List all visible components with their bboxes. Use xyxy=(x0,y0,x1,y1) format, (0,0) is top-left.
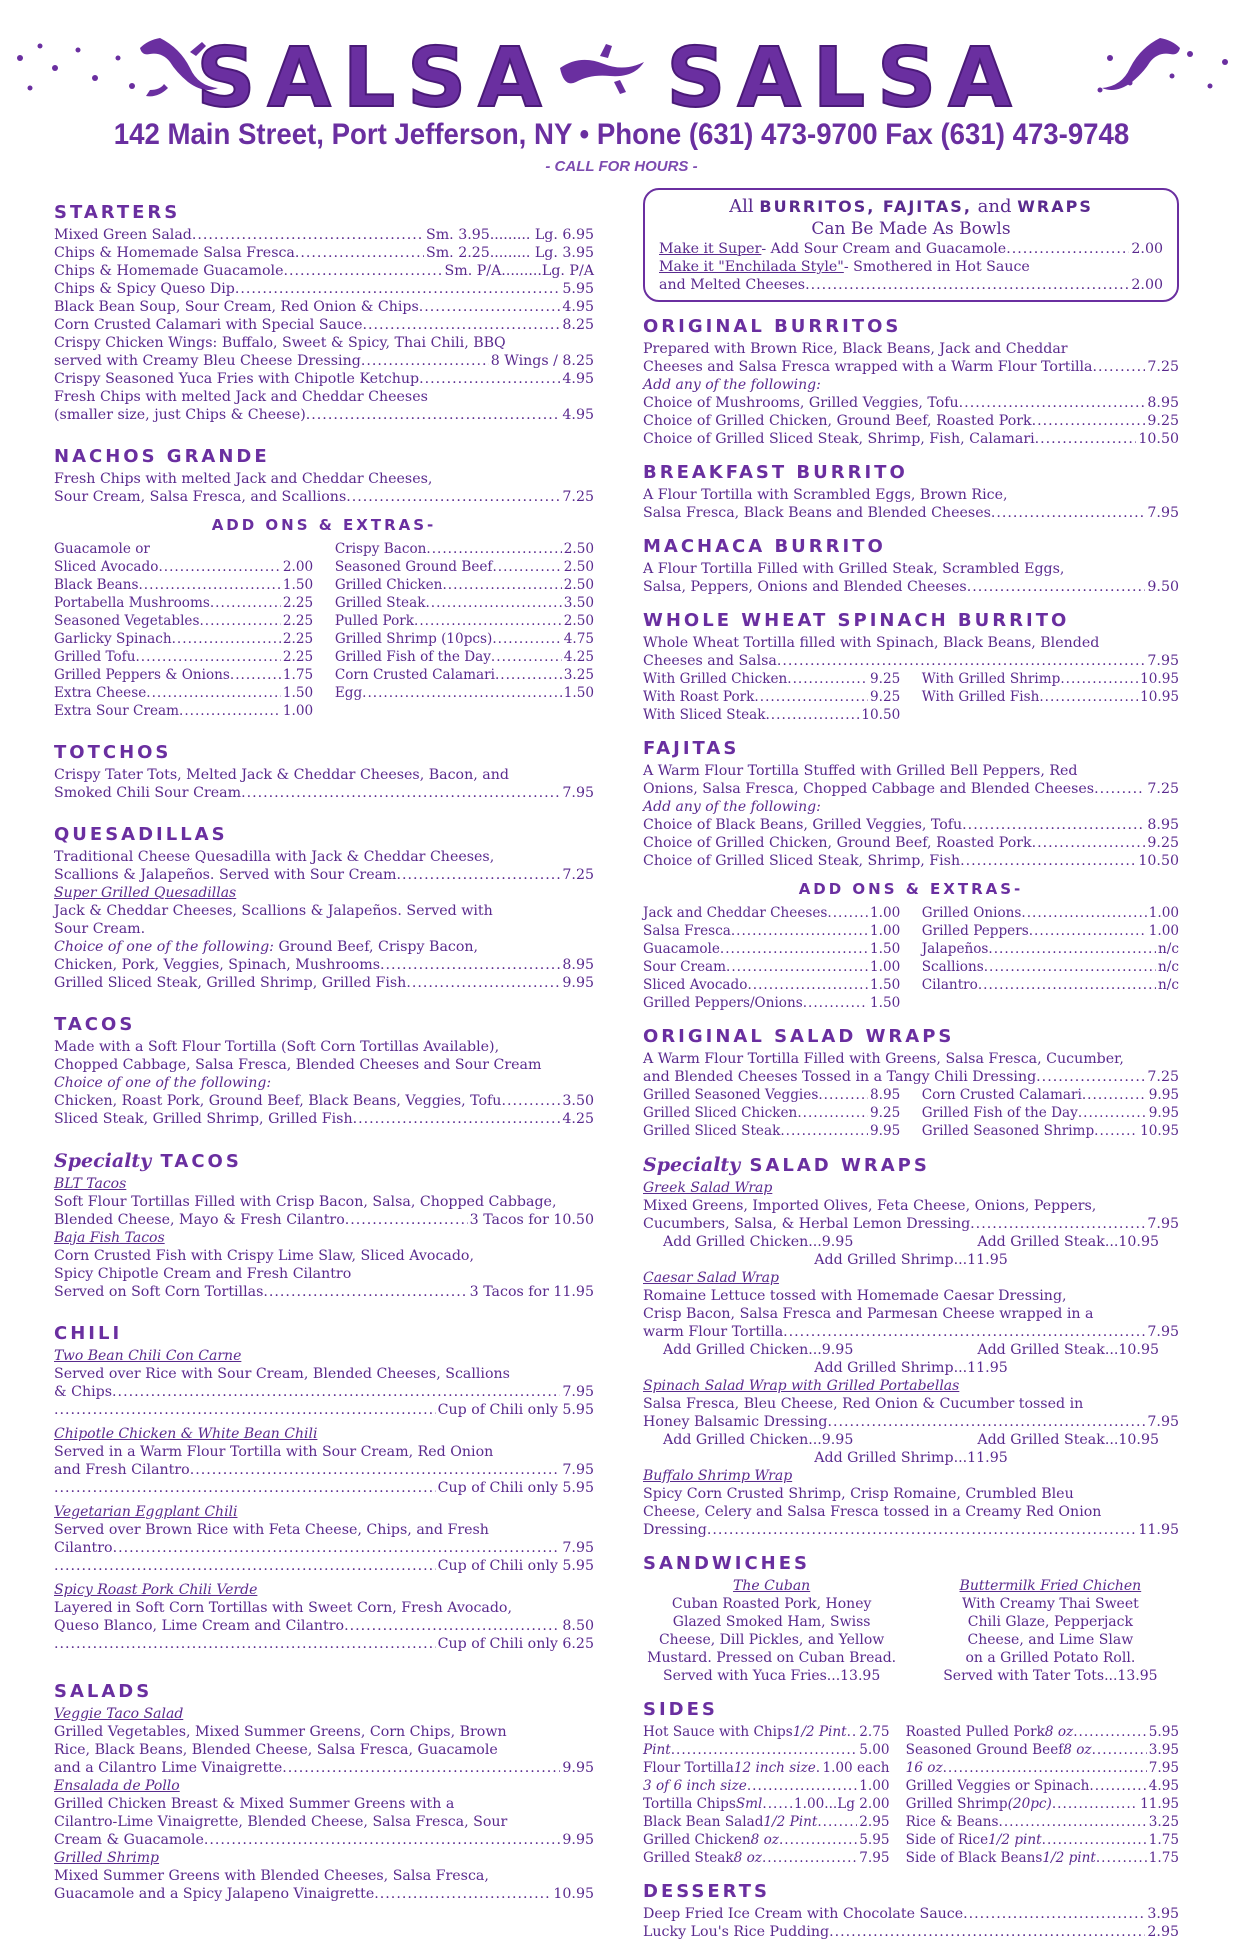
menu-item: Salsa, Peppers, Onions and Blended Cheeses ..... 9.50 xyxy=(643,578,1179,596)
desserts-list xyxy=(643,1905,1179,1941)
section-title: STARTERS xyxy=(54,202,181,223)
bowls-box xyxy=(643,188,1179,302)
description: A Flour Tortilla with Scrambled Eggs, Brown Rice, xyxy=(643,487,1008,503)
addons-right xyxy=(922,1086,1179,1140)
section-totchos xyxy=(54,742,594,802)
add-protein: Add Grilled Chicken...9.95 Add Grilled Steak...10.95 xyxy=(663,1432,1159,1448)
menu-item: Garlicky Spinach ..... 2.25 xyxy=(54,630,313,648)
sandwich-grid xyxy=(643,1577,1179,1685)
menu-item: and Fresh Cilantro ..... 7.95 xyxy=(54,1461,594,1479)
menu-item: Chips & Spicy Queso Dip ..... 5.95 xyxy=(54,280,594,298)
description: Made with a Soft Flour Tortilla (Soft Corn Tortillas Available), xyxy=(54,1039,500,1055)
menu-item: Grilled Seasoned Shrimp ..... 10.95 xyxy=(922,1122,1179,1140)
description: Mixed Summer Greens with Blended Cheeses, Salsa Fresca, xyxy=(54,1868,489,1884)
menu-item: Fresh Chips with melted Jack and Cheddar Cheeses xyxy=(54,389,428,405)
menu-item: With Roast Pork ..... 9.25 xyxy=(643,688,900,706)
section-title: TOTCHOS xyxy=(54,742,172,763)
description: Soft Flour Tortillas Filled with Crisp Bacon, Salsa, Chopped Cabbage, xyxy=(54,1194,557,1210)
section-title: SIDES xyxy=(643,1699,718,1720)
menu-item: Chicken, Roast Pork, Ground Beef, Black Beans, Veggies, Tofu ..... 3.50 xyxy=(54,1092,594,1110)
description: Crispy Tater Tots, Melted Jack & Cheddar Cheeses, Bacon, and xyxy=(54,767,509,783)
addons-left xyxy=(54,540,313,720)
menu-item: Portabella Mushrooms ..... 2.25 xyxy=(54,594,313,612)
menu-item: Cheeses and Salsa ..... 7.95 xyxy=(643,652,1179,670)
choice-line: Choice of one of the following: xyxy=(54,1075,272,1091)
starters-list xyxy=(54,226,594,424)
item-subtitle: BLT Tacos xyxy=(54,1176,127,1192)
menu-item: Sour Cream ..... 1.00 xyxy=(643,958,900,976)
menu-item: Grilled Seasoned Veggies ..... 8.95 xyxy=(643,1086,900,1104)
menu-item: Choice of Mushrooms, Grilled Veggies, Tofu ..... 8.95 xyxy=(643,394,1179,412)
chili-list xyxy=(54,1347,594,1659)
fajita-options xyxy=(643,816,1179,870)
addons-left xyxy=(643,1086,900,1140)
description: Grilled Chicken Breast & Mixed Summer Greens with a xyxy=(54,1796,455,1812)
menu-item: Pulled Pork ..... 2.50 xyxy=(335,612,594,630)
description: Cilantro-Lime Vinaigrette, Blended Cheese, Salsa Fresca, Sour xyxy=(54,1814,508,1830)
menu-item: Grilled Peppers/Onions ..... 1.50 xyxy=(643,994,900,1012)
menu-item: Grilled Steak ..... 3.50 xyxy=(335,594,594,612)
description: Make it "Enchilada Style"- Smothered in Hot Sauce xyxy=(659,259,1030,275)
description: Spicy Corn Crusted Shrimp, Crisp Romaine, Crumbled Bleu xyxy=(643,1486,1074,1502)
bowls-heading: All BURRITOS, FAJITAS, and WRAPS xyxy=(729,196,1093,217)
addons-title: ADD ONS & EXTRAS- xyxy=(798,880,1024,898)
menu-item: Cucumbers, Salsa, & Herbal Lemon Dressing ..... 7.95 xyxy=(643,1215,1179,1233)
menu-item: warm Flour Tortilla ..... 7.95 xyxy=(643,1323,1179,1341)
address-line: 142 Main Street, Port Jefferson, NY • Phone (631) 473-9700 Fax (631) 473-9748 xyxy=(113,118,1130,151)
menu-item: Sour Cream, Salsa Fresca, and Scallions ..... 7.25 xyxy=(54,488,594,506)
section-quesadillas xyxy=(54,824,594,992)
menu-item: Salsa Fresca ..... 1.00 xyxy=(643,922,900,940)
description: Grilled Vegetables, Mixed Summer Greens, Corn Chips, Brown xyxy=(54,1724,507,1740)
section-title: SALADS xyxy=(54,1681,153,1702)
menu-item: Sliced Avocado ..... 2.00 xyxy=(54,558,313,576)
menu-item: 3 of 6 inch size ..... 1.00 xyxy=(643,1777,890,1795)
menu-item: Hot Sauce with Chips 1/2 Pint ..... 2.75 xyxy=(643,1723,890,1741)
menu-item: Make it Super- Add Sour Cream and Guacamole ..... 2.00 xyxy=(659,240,1163,258)
menu-item: Grilled Peppers & Onions ..... 1.75 xyxy=(54,666,313,684)
menu-item: Crispy Seasoned Yuca Fries with Chipotle Ketchup ..... 4.95 xyxy=(54,370,594,388)
menu-item: Side of Black Beans 1/2 pint ..... 1.75 xyxy=(906,1849,1179,1867)
menu-item: Grilled Shrimp (20pc) ..... 11.95 xyxy=(906,1795,1179,1813)
menu-item: Choice of Grilled Chicken, Ground Beef, Roasted Pork ..... 9.25 xyxy=(643,834,1179,852)
menu-item: Choice of Grilled Chicken, Ground Beef, Roasted Pork ..... 9.25 xyxy=(643,412,1179,430)
section-title: DESSERTS xyxy=(643,1881,770,1902)
item-subtitle: Veggie Taco Salad xyxy=(54,1706,184,1722)
addons-grid xyxy=(54,540,594,720)
menu-item: Side of Rice 1/2 pint ..... 1.75 xyxy=(906,1831,1179,1849)
menu-item: Chips & Homemade Salsa Fresca ..... Sm. 2.25......... Lg. 3.95 xyxy=(54,244,594,262)
addons-title: ADD ONS & EXTRAS- xyxy=(211,516,437,534)
menu-item: Mixed Green Salad ..... Sm. 3.95......... Lg. 6.95 xyxy=(54,226,594,244)
menu-item: With Grilled Shrimp ..... 10.95 xyxy=(922,670,1179,688)
left-column xyxy=(54,188,594,1903)
section-breakfast-burrito xyxy=(643,462,1179,522)
salads-list xyxy=(54,1705,594,1903)
section-title: ORIGINAL BURRITOS xyxy=(643,316,902,337)
item-subtitle: Ensalada de Pollo xyxy=(54,1778,180,1794)
sides-right xyxy=(906,1723,1179,1867)
menu-item: Scallions ..... n/c xyxy=(922,958,1179,976)
menu-item: Grilled Sliced Steak, Grilled Shrimp, Grilled Fish ..... 9.95 xyxy=(54,974,594,992)
add-protein: Add Grilled Chicken...9.95 Add Grilled Steak...10.95 xyxy=(663,1342,1159,1358)
menu-item: Roasted Pulled Pork 8 oz ..... 5.95 xyxy=(906,1723,1179,1741)
menu-item: Grilled Fish of the Day ..... 9.95 xyxy=(922,1104,1179,1122)
section-starters xyxy=(54,202,594,424)
menu-item: Choice of Grilled Sliced Steak, Shrimp, Fish ..... 10.50 xyxy=(643,852,1179,870)
sandwich-fried-chicken: Buttermilk Fried Chichen With Creamy Thai Sweet Chili Glaze, Pepperjack Cheese, and Lime Slaw on a Grilled Potato Roll. Served with Tater Tots...13.95 xyxy=(943,1578,1158,1684)
item-subtitle: Two Bean Chili Con Carne xyxy=(54,1348,242,1364)
description: Served over Brown Rice with Feta Cheese, Chips, and Fresh xyxy=(54,1522,489,1538)
addons-grid xyxy=(643,670,1179,724)
section-title: WHOLE WHEAT SPINACH BURRITO xyxy=(643,610,1070,631)
choice-line: Add any of the following: xyxy=(643,377,821,393)
choice-line: Choice of one of the following: Ground Beef, Crispy Bacon, xyxy=(54,939,479,955)
item-subtitle: Grilled Shrimp xyxy=(54,1850,160,1866)
menu-item: Guacamole ..... 1.50 xyxy=(643,940,900,958)
menu-item: Guacamole or xyxy=(54,541,150,557)
description: Salsa Fresca, Bleu Cheese, Red Onion & Cucumber tossed in xyxy=(643,1396,1084,1412)
menu-item: Lucky Lou's Rice Pudding ..... 2.95 xyxy=(643,1923,1179,1941)
description: Jack & Cheddar Cheeses, Scallions & Jalapeños. Served with xyxy=(54,903,493,919)
menu-item: Corn Crusted Calamari with Special Sauce ..... 8.25 xyxy=(54,316,594,334)
menu-item: Tortilla Chips Sml ..... 1.00...Lg 2.00 xyxy=(643,1795,890,1813)
section-title: NACHOS GRANDE xyxy=(54,446,270,467)
menu-item: Sliced Steak, Grilled Shrimp, Grilled Fish ..... 4.25 xyxy=(54,1110,594,1128)
section-title: TACOS xyxy=(54,1014,136,1035)
menu-item: Jalapeños ..... n/c xyxy=(922,940,1179,958)
description: Chopped Cabbage, Salsa Fresca, Blended Cheeses and Sour Cream xyxy=(54,1057,542,1073)
menu-item: served with Creamy Bleu Cheese Dressing ..... 8 Wings / 8.25 xyxy=(54,352,594,370)
section-title: ORIGINAL SALAD WRAPS xyxy=(643,1026,955,1047)
cup-price: ..... Cup of Chili only 5.95 xyxy=(54,1479,594,1497)
item-subtitle: Vegetarian Eggplant Chili xyxy=(54,1504,238,1520)
menu-item: Flour Tortilla 12 inch size ..... 1.00 each xyxy=(643,1759,890,1777)
logo-word-left: SALSA xyxy=(196,31,554,118)
cup-price: ..... Cup of Chili only 5.95 xyxy=(54,1401,594,1419)
description: A Warm Flour Tortilla Filled with Greens, Salsa Fresca, Cucumber, xyxy=(643,1051,1124,1067)
menu-item: Seasoned Vegetables ..... 2.25 xyxy=(54,612,313,630)
add-protein: Add Grilled Chicken...9.95 Add Grilled Steak...10.95 xyxy=(663,1234,1159,1250)
item-subtitle: Spicy Roast Pork Chili Verde xyxy=(54,1582,258,1598)
item-subtitle: Spinach Salad Wrap with Grilled Portabellas xyxy=(643,1378,960,1394)
menu-item: Queso Blanco, Lime Cream and Cilantro ..... 8.50 xyxy=(54,1617,594,1635)
menu-item: Cilantro ..... 7.95 xyxy=(54,1539,594,1557)
item-subtitle: Buffalo Shrimp Wrap xyxy=(643,1468,793,1484)
description: Whole Wheat Tortilla filled with Spinach, Black Beans, Blended xyxy=(643,635,1100,651)
menu-item: Dressing ..... 11.95 xyxy=(643,1521,1179,1539)
menu-item: & Chips ..... 7.95 xyxy=(54,1383,594,1401)
item-subtitle: Chipotle Chicken & White Bean Chili xyxy=(54,1426,318,1442)
hours-note: - CALL FOR HOURS - xyxy=(545,158,698,175)
description: Mixed Greens, Imported Olives, Feta Cheese, Onions, Peppers, xyxy=(643,1198,1097,1214)
description: Cheese, Celery and Salsa Fresca tossed in a Creamy Red Onion xyxy=(643,1504,1102,1520)
menu-item: Egg ..... 1.50 xyxy=(335,684,594,702)
section-nachos xyxy=(54,446,594,720)
description: Served in a Warm Flour Tortilla with Sour Cream, Red Onion xyxy=(54,1444,494,1460)
menu-item: Rice & Beans ..... 3.25 xyxy=(906,1813,1179,1831)
menu-item: With Grilled Chicken ..... 9.25 xyxy=(643,670,900,688)
section-whole-wheat-burrito xyxy=(643,610,1179,724)
menu-item: Extra Cheese ..... 1.50 xyxy=(54,684,313,702)
menu-item: and Melted Cheeses ..... 2.00 xyxy=(659,276,1163,294)
description: A Flour Tortilla Filled with Grilled Steak, Scrambled Eggs, xyxy=(643,561,1065,577)
section-title: FAJITAS xyxy=(643,738,740,759)
description: A Warm Flour Tortilla Stuffed with Grilled Bell Peppers, Red xyxy=(643,763,1078,779)
menu-item: Grilled Sliced Chicken ..... 9.25 xyxy=(643,1104,900,1122)
menu-item: Choice of Black Beans, Grilled Veggies, Tofu ..... 8.95 xyxy=(643,816,1179,834)
description: Spicy Chipotle Cream and Fresh Cilantro xyxy=(54,1266,352,1282)
menu-item: Salsa Fresca, Black Beans and Blended Cheeses ..... 7.95 xyxy=(643,504,1179,522)
add-shrimp: Add Grilled Shrimp...11.95 xyxy=(814,1252,1008,1268)
addons-right xyxy=(922,904,1179,1012)
section-specialty-salad-wraps xyxy=(643,1154,1179,1539)
menu-item: Black Bean Salad 1/2 Pint ..... 2.95 xyxy=(643,1813,890,1831)
menu-item: Grilled Tofu ..... 2.25 xyxy=(54,648,313,666)
menu-item: Black Bean Soup, Sour Cream, Red Onion & Chips ..... 4.95 xyxy=(54,298,594,316)
item-subtitle: Greek Salad Wrap xyxy=(643,1180,773,1196)
menu-item: With Grilled Fish ..... 10.95 xyxy=(922,688,1179,706)
section-title: Specialty TACOS xyxy=(54,1150,242,1172)
menu-item: Crispy Bacon ..... 2.50 xyxy=(335,540,594,558)
menu-item: With Sliced Steak ..... 10.50 xyxy=(643,706,900,724)
menu-item: Guacamole and a Spicy Jalapeno Vinaigrette ..... 10.95 xyxy=(54,1885,594,1903)
section-salads xyxy=(54,1681,594,1903)
section-original-burritos xyxy=(643,316,1179,448)
menu-item: Honey Balsamic Dressing ..... 7.95 xyxy=(643,1413,1179,1431)
item-subtitle: Super Grilled Quesadillas xyxy=(54,885,237,901)
menu-item: Crispy Chicken Wings: Buffalo, Sweet & Spicy, Thai Chili, BBQ xyxy=(54,335,506,351)
addons-left xyxy=(643,904,900,1012)
section-sandwiches xyxy=(643,1553,1179,1685)
menu-item: Seasoned Ground Beef ..... 2.50 xyxy=(335,558,594,576)
menu-item: Grilled Peppers ..... 1.00 xyxy=(922,922,1179,940)
menu-item: Pint ..... 5.00 xyxy=(643,1741,890,1759)
section-fajitas xyxy=(643,738,1179,1012)
addons-grid xyxy=(643,1086,1179,1140)
section-desserts xyxy=(643,1881,1179,1941)
cup-price: ..... Cup of Chili only 5.95 xyxy=(54,1557,594,1575)
menu-item: Scallions & Jalapeños. Served with Sour Cream ..... 7.25 xyxy=(54,866,594,884)
description: Corn Crusted Fish with Crispy Lime Slaw, Sliced Avocado, xyxy=(54,1248,474,1264)
menu-item: Chicken, Pork, Veggies, Spinach, Mushrooms ..... 8.95 xyxy=(54,956,594,974)
menu-item: 16 oz ..... 7.95 xyxy=(906,1759,1179,1777)
item-subtitle: Caesar Salad Wrap xyxy=(643,1270,779,1286)
description: Served over Rice with Sour Cream, Blended Cheeses, Scallions xyxy=(54,1366,510,1382)
menu-item: Corn Crusted Calamari ..... 3.25 xyxy=(335,666,594,684)
menu-item: Grilled Chicken ..... 2.50 xyxy=(335,576,594,594)
description: Romaine Lettuce tossed with Homemade Caesar Dressing, xyxy=(643,1288,1067,1304)
sides-grid xyxy=(643,1723,1179,1867)
sandwich-cuban: The Cuban Cuban Roasted Pork, Honey Glazed Smoked Ham, Swiss Cheese, Dill Pickles, and Yellow Mustard. Pressed on Cuban Bread. Served with Yuca Fries...13.95 xyxy=(647,1578,897,1684)
section-sides xyxy=(643,1699,1179,1867)
menu-item: Cheeses and Salsa Fresca wrapped with a Warm Flour Tortilla ..... 7.25 xyxy=(643,358,1179,376)
menu-item: Extra Sour Cream ..... 1.00 xyxy=(54,702,313,720)
section-title: SANDWICHES xyxy=(643,1553,810,1574)
section-salad-wraps xyxy=(643,1026,1179,1140)
menu-item: Deep Fried Ice Cream with Chocolate Sauce ..... 3.95 xyxy=(643,1905,1179,1923)
menu-item: Grilled Sliced Steak ..... 9.95 xyxy=(643,1122,900,1140)
header xyxy=(0,0,1243,180)
burrito-options xyxy=(643,394,1179,448)
menu-item: Blended Cheese, Mayo & Fresh Cilantro ..... 3 Tacos for 10.50 xyxy=(54,1211,594,1229)
add-shrimp: Add Grilled Shrimp...11.95 xyxy=(814,1450,1008,1466)
section-title: BREAKFAST BURRITO xyxy=(643,462,908,483)
lizard-icon xyxy=(560,44,644,94)
description: Prepared with Brown Rice, Black Beans, Jack and Cheddar xyxy=(643,341,1068,357)
section-title: CHILI xyxy=(54,1323,123,1344)
description: Traditional Cheese Quesadilla with Jack & Cheddar Cheeses, xyxy=(54,849,495,865)
menu-item: Choice of Grilled Sliced Steak, Shrimp, Fish, Calamari ..... 10.50 xyxy=(643,430,1179,448)
menu-item: and Blended Cheeses Tossed in a Tangy Chili Dressing ..... 7.25 xyxy=(643,1068,1179,1086)
specialty-wraps-list xyxy=(643,1179,1179,1467)
section-chili xyxy=(54,1323,594,1659)
menu-item: Sliced Avocado ..... 1.50 xyxy=(643,976,900,994)
menu-item: Chips & Homemade Guacamole ..... Sm. P/A.........Lg. P/A xyxy=(54,262,594,280)
menu-item: and a Cilantro Lime Vinaigrette ..... 9.95 xyxy=(54,1759,594,1777)
menu-item: Seasoned Ground Beef 8 oz ..... 3.95 xyxy=(906,1741,1179,1759)
lizard-icon xyxy=(1102,38,1180,90)
description: Crisp Bacon, Salsa Fresca and Parmesan Cheese wrapped in a xyxy=(643,1306,1094,1322)
addons-right xyxy=(335,540,594,720)
description: Rice, Black Beans, Blended Cheese, Salsa Fresca, Guacamole xyxy=(54,1742,498,1758)
choice-line: Add any of the following: xyxy=(643,799,821,815)
menu-item: Cilantro ..... n/c xyxy=(922,976,1179,994)
bowls-subheading: Can Be Made As Bowls xyxy=(811,219,1011,239)
logo-word-right: SALSA xyxy=(666,31,1024,118)
section-title: MACHACA BURRITO xyxy=(643,536,886,557)
menu-item: Corn Crusted Calamari ..... 9.95 xyxy=(922,1086,1179,1104)
section-specialty-tacos xyxy=(54,1150,594,1301)
menu-item: Smoked Chili Sour Cream ..... 7.95 xyxy=(54,784,594,802)
section-title: Specialty SALAD WRAPS xyxy=(643,1154,930,1176)
salsa-logo xyxy=(0,28,1243,118)
menu-item: Grilled Veggies or Spinach ..... 4.95 xyxy=(906,1777,1179,1795)
section-machaca-burrito xyxy=(643,536,1179,596)
description: Layered in Soft Corn Tortillas with Sweet Corn, Fresh Avocado, xyxy=(54,1600,512,1616)
menu-item: Served on Soft Corn Tortillas ..... 3 Tacos for 11.95 xyxy=(54,1283,594,1301)
menu-item: (smaller size, just Chips & Cheese) ..... 4.95 xyxy=(54,406,594,424)
right-column xyxy=(643,188,1179,1941)
menu-item: Grilled Fish of the Day ..... 4.25 xyxy=(335,648,594,666)
menu-item: Cream & Guacamole ..... 9.95 xyxy=(54,1831,594,1849)
menu-item: Onions, Salsa Fresca, Chopped Cabbage and Blended Cheeses ..... 7.25 xyxy=(643,780,1179,798)
menu-item: Grilled Chicken 8 oz ..... 5.95 xyxy=(643,1831,890,1849)
description: Fresh Chips with melted Jack and Cheddar Cheeses, xyxy=(54,471,433,487)
section-tacos xyxy=(54,1014,594,1128)
add-shrimp: Add Grilled Shrimp...11.95 xyxy=(814,1360,1008,1376)
item-subtitle: Baja Fish Tacos xyxy=(54,1230,165,1246)
menu-item: Grilled Onions ..... 1.00 xyxy=(922,904,1179,922)
addons-grid xyxy=(643,904,1179,1012)
section-title: QUESADILLAS xyxy=(54,824,228,845)
menu-item: Jack and Cheddar Cheeses ..... 1.00 xyxy=(643,904,900,922)
sides-left xyxy=(643,1723,890,1867)
menu-item: Grilled Steak 8 oz ..... 7.95 xyxy=(643,1849,890,1867)
menu-item: Black Beans ..... 1.50 xyxy=(54,576,313,594)
menu-item: Grilled Shrimp (10pcs) ..... 4.75 xyxy=(335,630,594,648)
cup-price: ..... Cup of Chili only 6.25 xyxy=(54,1635,594,1653)
description: Sour Cream. xyxy=(54,921,146,937)
